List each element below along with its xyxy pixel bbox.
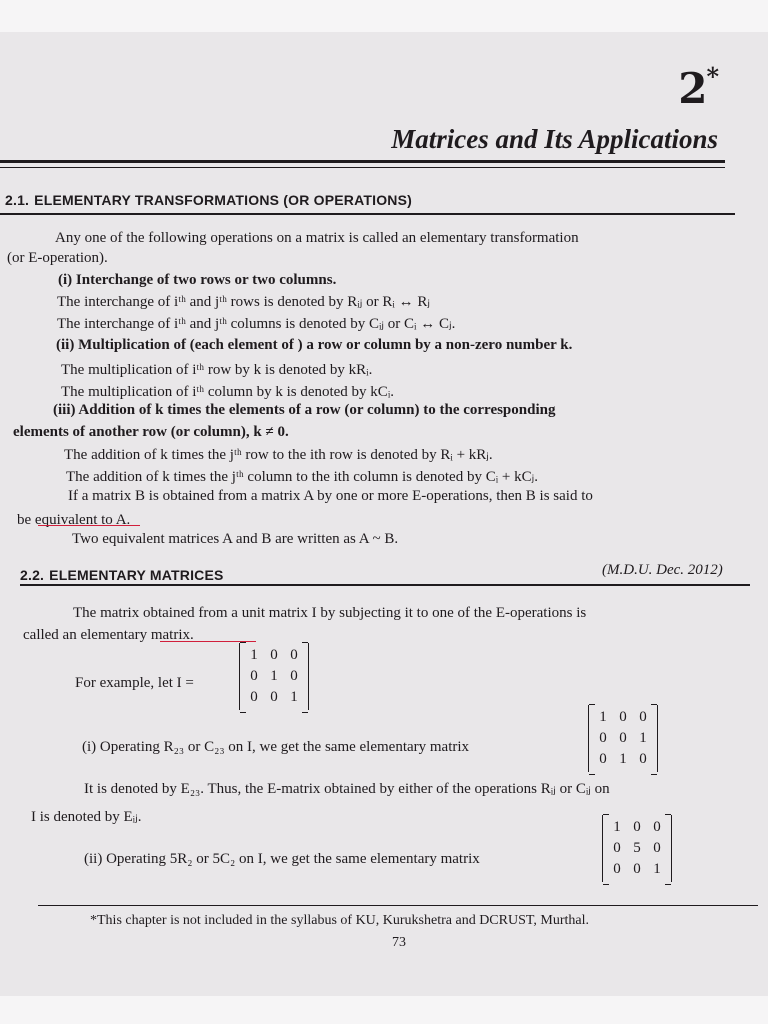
matrix-entry: 0: [290, 647, 298, 663]
matrix-entry: 0: [599, 730, 607, 746]
paragraph-line: The interchange of iᵗʰ and jᵗʰ rows is denoted by Rᵢⱼ or Rᵢ ↔ Rⱼ: [57, 294, 430, 310]
matrix-entry: 0: [619, 730, 627, 746]
operation-ii-heading: (ii) Multiplication of (each element of ) a row or column by a non-zero number k.: [56, 337, 573, 353]
matrix-entry: 0: [270, 689, 278, 705]
e23-matrix: [588, 705, 658, 772]
page-top-margin: [0, 0, 768, 32]
title-rule: [0, 160, 725, 163]
matrix-entry: 0: [639, 751, 647, 767]
matrix-entry: 0: [250, 689, 258, 705]
paragraph-line: The matrix obtained from a unit matrix I by subjecting it to one of the E-operations is: [73, 605, 587, 621]
identity-matrix: [239, 643, 309, 710]
matrix-entry: 5: [633, 840, 641, 856]
matrix-entry: 1: [619, 751, 627, 767]
page-number: 73: [392, 935, 406, 950]
matrix-entry: 1: [639, 730, 647, 746]
paragraph-line: If a matrix B is obtained from a matrix A by one or more E-operations, then B is said to: [68, 488, 593, 504]
paragraph-line: be equivalent to A.: [17, 512, 131, 528]
operation-i-heading: (i) Interchange of two rows or two columns.: [58, 272, 337, 288]
scaling-matrix: [602, 815, 672, 882]
matrix-entry: 1: [290, 689, 298, 705]
matrix-entry: 0: [633, 819, 641, 835]
matrix-entry: 0: [653, 840, 661, 856]
section-2-2-rule: [20, 584, 750, 586]
paragraph-line: (i) Operating R₂₃ or C₂₃ on I, we get the same elementary matrix: [82, 739, 470, 755]
paragraph-line: It is denoted by E₂₃. Thus, the E-matrix obtained by either of the operations Rᵢⱼ or Cᵢⱼ on: [84, 781, 610, 797]
matrix-entry: 1: [270, 668, 278, 684]
paragraph-line: (ii) Operating 5R₂ or 5C₂ on I, we get the same elementary matrix: [84, 851, 480, 867]
page-bottom-margin: [0, 996, 768, 1024]
operation-iii-heading-cont: elements of another row (or column), k ≠ 0.: [13, 424, 289, 440]
section-2-2-heading: 2.2. ELEMENTARY MATRICES: [20, 567, 224, 583]
paragraph-line: The multiplication of iᵗʰ column by k is denoted by kCᵢ.: [61, 384, 395, 400]
paragraph-line: The interchange of iᵗʰ and jᵗʰ columns is denoted by Cᵢⱼ or Cᵢ ↔ Cⱼ.: [57, 316, 456, 332]
paragraph-line: Any one of the following operations on a matrix is called an elementary transformation: [55, 230, 579, 246]
matrix-entry: 1: [613, 819, 621, 835]
example-label: For example, let I =: [75, 675, 194, 691]
operation-iii-heading: (iii) Addition of k times the elements of a row (or column) to the corresponding: [53, 402, 556, 418]
matrix-entry: 0: [653, 819, 661, 835]
pen-underline: [38, 525, 140, 526]
matrix-entry: 0: [599, 751, 607, 767]
matrix-entry: 0: [270, 647, 278, 663]
chapter-number: 2*: [678, 62, 718, 113]
chapter-footnote: *This chapter is not included in the syllabus of KU, Kurukshetra and DCRUST, Murthal.: [90, 913, 589, 928]
footer-rule: [38, 905, 758, 906]
matrix-entry: 0: [613, 861, 621, 877]
matrix-entry: 0: [639, 709, 647, 725]
matrix-entry: 0: [633, 861, 641, 877]
matrix-entry: 1: [250, 647, 258, 663]
matrix-entry: 0: [250, 668, 258, 684]
paragraph-line: The addition of k times the jᵗʰ column to the ith column is denoted by Cᵢ + kCⱼ.: [66, 469, 539, 485]
matrix-entry: 0: [613, 840, 621, 856]
paragraph-line: The addition of k times the jᵗʰ row to the ith row is denoted by Rᵢ + kRⱼ.: [64, 447, 493, 463]
paragraph-line: called an elementary matrix.: [23, 627, 194, 643]
matrix-entry: 1: [599, 709, 607, 725]
chapter-title: Matrices and Its Applications: [391, 124, 718, 154]
section-2-1-heading: 2.1. ELEMENTARY TRANSFORMATIONS (OR OPERATIONS): [5, 192, 412, 208]
section-2-1-rule: [0, 213, 735, 215]
matrix-entry: 1: [653, 861, 661, 877]
matrix-entry: 0: [290, 668, 298, 684]
paragraph-line: (or E-operation).: [7, 250, 108, 266]
paragraph-line: Two equivalent matrices A and B are written as A ~ B.: [72, 531, 399, 547]
matrix-entry: 0: [619, 709, 627, 725]
title-rule-thin: [0, 167, 725, 168]
paragraph-line: The multiplication of iᵗʰ row by k is denoted by kRᵢ.: [61, 362, 373, 378]
exam-reference: (M.D.U. Dec. 2012): [602, 562, 723, 578]
paragraph-line: I is denoted by Eᵢⱼ.: [31, 809, 142, 825]
